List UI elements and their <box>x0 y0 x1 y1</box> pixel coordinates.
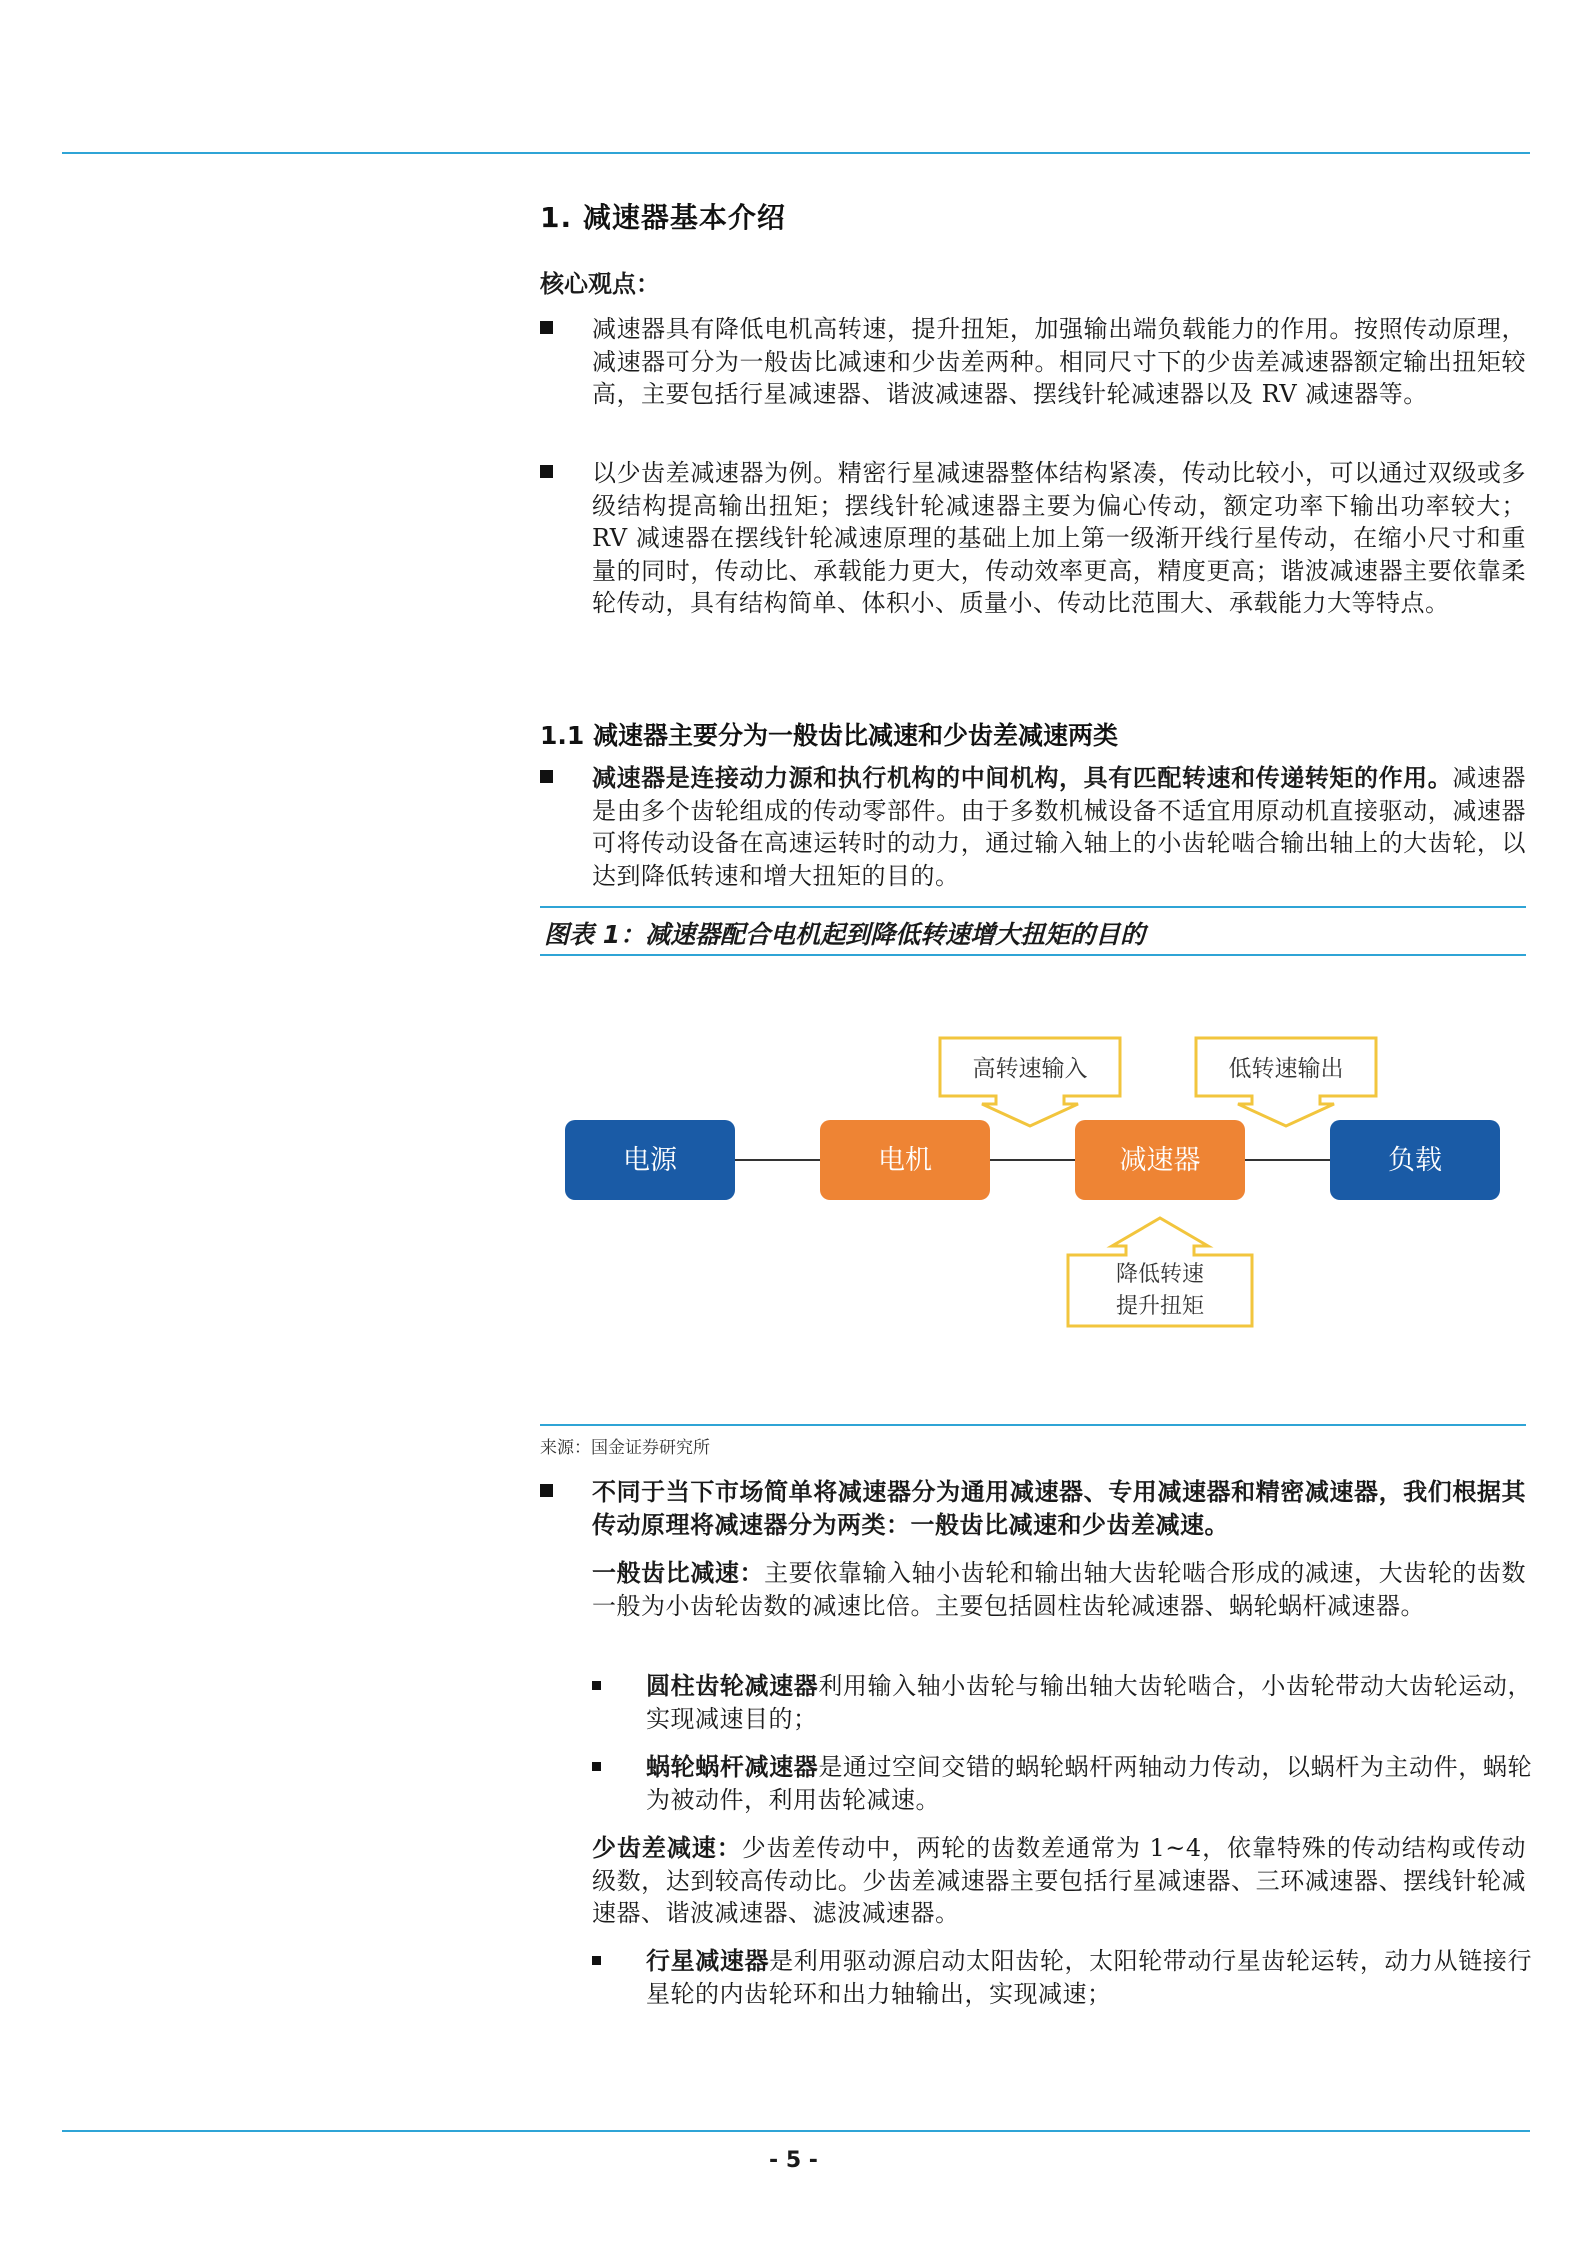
planetary-reducer-item <box>592 1945 1532 2010</box>
bullet-square-icon <box>540 321 553 334</box>
bullet-square-icon <box>540 465 553 478</box>
classification-bullet <box>540 1476 1526 1541</box>
figure-title: 图表 1：减速器配合电机起到降低转速增大扭矩的目的 <box>544 920 1146 949</box>
general-gear-label: 一般齿比减速： <box>592 1559 765 1587</box>
callout-low-speed-label: 低转速输出 <box>1228 1056 1344 1082</box>
callout-bottom-line1: 降低转速 <box>1115 1262 1205 1287</box>
header-rule <box>62 152 1530 154</box>
footer-rule <box>62 2130 1530 2132</box>
box-reducer-label: 减速器 <box>1119 1145 1201 1176</box>
source-rule <box>540 1424 1526 1426</box>
core-bullet-1-text: 减速器具有降低电机高转速，提升扭矩，加强输出端负载能力的作用。按照传动原理，减速器可分为一般齿比减速和少齿差两种。相同尺寸下的少齿差减速器额定输出扭矩较高，主要包括行星减速器、谐波减速器、摆线针轮减速器以及 RV 减速器等。 <box>592 315 1526 408</box>
box-power-source-label: 电源 <box>623 1145 677 1176</box>
general-gear-paragraph <box>592 1557 1526 1622</box>
few-teeth-paragraph <box>592 1832 1526 1930</box>
core-bullet-2 <box>540 457 1526 620</box>
section-title: 1. 减速器基本介绍 <box>540 201 786 234</box>
callout-high-speed-input <box>940 1038 1120 1126</box>
worm-gear-item <box>592 1751 1532 1816</box>
box-reducer <box>1075 1120 1245 1200</box>
page-number: - 5 - <box>769 2148 818 2173</box>
cylindrical-gear-text: 利用输入轴小齿轮与输出轴大齿轮啮合，小齿轮带动大齿轮运动，实现减速目的； <box>646 1672 1533 1733</box>
core-bullet-1 <box>540 313 1526 411</box>
classification-bullet-text: 不同于当下市场简单将减速器分为通用减速器、专用减速器和精密减速器，我们根据其传动原理将减速器分为两类：一般齿比减速和少齿差减速。 <box>592 1478 1526 1539</box>
reducer-role-bold: 减速器是连接动力源和执行机构的中间机构，具有匹配转速和传递转矩的作用。 <box>592 764 1453 792</box>
figure-title-bar <box>540 906 1526 956</box>
planetary-reducer-text: 是利用驱动源启动太阳齿轮，太阳轮带动行星齿轮运转，动力从链接行星轮的内齿轮环和出力轴输出，实现减速； <box>646 1947 1533 2008</box>
sub-bullet-square-icon <box>592 1762 601 1771</box>
worm-gear-text: 是通过空间交错的蜗轮蜗杆两轴动力传动，以蜗杆为主动件，蜗轮为被动件，利用齿轮减速。 <box>646 1753 1533 1814</box>
box-motor <box>820 1120 990 1200</box>
worm-gear-bold: 蜗轮蜗杆减速器 <box>646 1753 819 1781</box>
general-gear-text: 主要依靠输入轴小齿轮和输出轴大齿轮啮合形成的减速，大齿轮的齿数一般为小齿轮齿数的减速比倍。主要包括圆柱齿轮减速器、蜗轮蜗杆减速器。 <box>592 1559 1527 1620</box>
core-bullet-2-text: 以少齿差减速器为例。精密行星减速器整体结构紧凑，传动比较小，可以通过双级或多级结构提高输出扭矩；摆线针轮减速器主要为偏心传动，额定功率下输出功率较大；RV 减速器在摆线针轮减速原理的基础上加上第一级渐开线行星传动，在缩小尺寸和重量的同时，传动比、承载能力更大，传动效率更高，精度更高；谐波减速器主要依靠柔轮传动，具有结构简单、体积小、质量小、传动比范围大、承载能力大等特点。 <box>592 459 1526 617</box>
reducer-role-text: 减速器是由多个齿轮组成的传动零部件。由于多数机械设备不适宜用原动机直接驱动，减速器可将传动设备在高速运转时的动力，通过输入轴上的小齿轮啮合输出轴上的大齿轮，以达到降低转速和增大扭矩的目的。 <box>592 764 1527 890</box>
box-load-label: 负载 <box>1388 1145 1442 1176</box>
callout-low-speed-output <box>1196 1038 1376 1126</box>
sub-bullet-square-icon <box>592 1681 601 1690</box>
sub-bullet-square-icon <box>592 1956 601 1965</box>
subsection-title: 1.1 减速器主要分为一般齿比减速和少齿差减速两类 <box>540 721 1118 750</box>
cylindrical-gear-item <box>592 1670 1532 1735</box>
few-teeth-label: 少齿差减速： <box>592 1834 742 1862</box>
figure-source: 来源：国金证券研究所 <box>540 1438 710 1458</box>
callout-bottom-line2: 提升扭矩 <box>1115 1294 1205 1319</box>
reducer-role-bullet <box>540 762 1526 892</box>
core-view-label: 核心观点： <box>540 270 660 298</box>
reducer-flow-diagram <box>540 1000 1526 1360</box>
bullet-square-icon <box>540 770 553 783</box>
few-teeth-text: 少齿差传动中，两轮的齿数差通常为 1~4，依靠特殊的传动结构或传动级数，达到较高传动比。少齿差减速器主要包括行星减速器、三环减速器、摆线针轮减速器、谐波减速器、滤波减速器。 <box>592 1834 1526 1927</box>
callout-reduce-speed-raise-torque <box>1068 1218 1252 1326</box>
box-power-source <box>565 1120 735 1200</box>
cylindrical-gear-bold: 圆柱齿轮减速器 <box>646 1672 819 1700</box>
callout-high-speed-label: 高转速输入 <box>972 1056 1088 1082</box>
planetary-reducer-bold: 行星减速器 <box>646 1947 770 1975</box>
bullet-square-icon <box>540 1484 553 1497</box>
box-load <box>1330 1120 1500 1200</box>
box-motor-label: 电机 <box>878 1145 932 1176</box>
